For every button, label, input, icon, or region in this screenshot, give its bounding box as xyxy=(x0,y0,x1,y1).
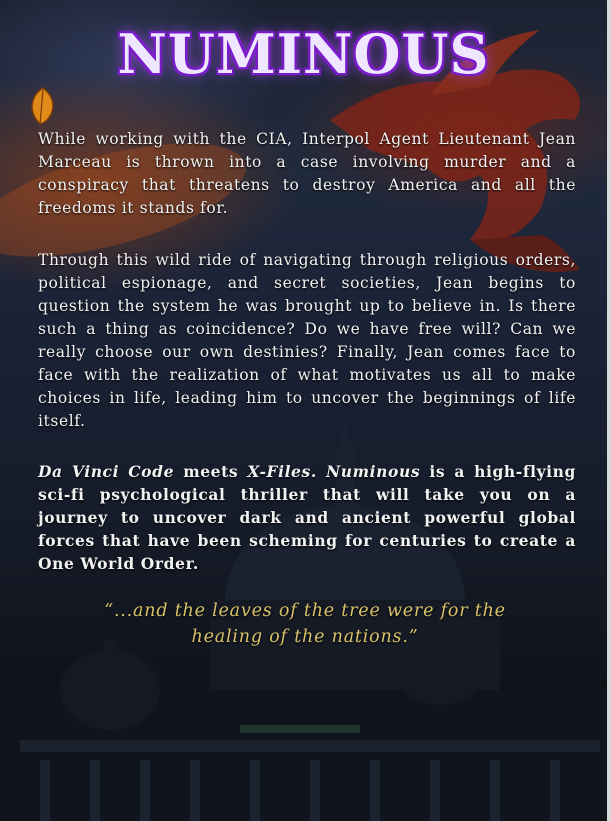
da-vinci-code-reference: Da Vinci Code xyxy=(38,462,175,481)
quote-line-2: healing of the nations.” xyxy=(191,627,419,647)
x-files-reference: X-Files xyxy=(247,462,311,481)
period-connector: . xyxy=(310,462,327,481)
book-title: NUMINOUS xyxy=(117,22,490,86)
synopsis-paragraph-1: While working with the CIA, Interpol Agent Lieutenant Jean Marceau is thrown into a case involving murder and a conspiracy that threatens to destroy America and all the freedoms it stands for. xyxy=(38,130,576,217)
autumn-leaf-icon xyxy=(28,86,58,126)
quote-line-1: “...and the leaves of the tree were for the xyxy=(104,601,506,621)
synopsis-paragraph-3-rest: is a high-flying sci-fi psychological thriller that will take you on a journey to uncover dark and ancient powerful global forces that have been scheming for centuries to create a One World Order. xyxy=(38,462,576,573)
scripture-quote xyxy=(30,598,580,650)
synopsis-paragraph-3 xyxy=(38,460,576,575)
synopsis-paragraph-2: Through this wild ride of navigating through religious orders, political espionage, and secret societies, Jean begins to question the system he was brought up to believe in. Is there such a thing as coincidence? Do we have free will? Can we really choose our own destinies? Finally, Jean comes face to face with the realization of what motivates us all to make choices in life, leading him to uncover the beginnings of life itself. xyxy=(38,251,576,430)
numinous-reference: Numinous xyxy=(326,462,421,481)
meets-connector: meets xyxy=(174,462,248,481)
